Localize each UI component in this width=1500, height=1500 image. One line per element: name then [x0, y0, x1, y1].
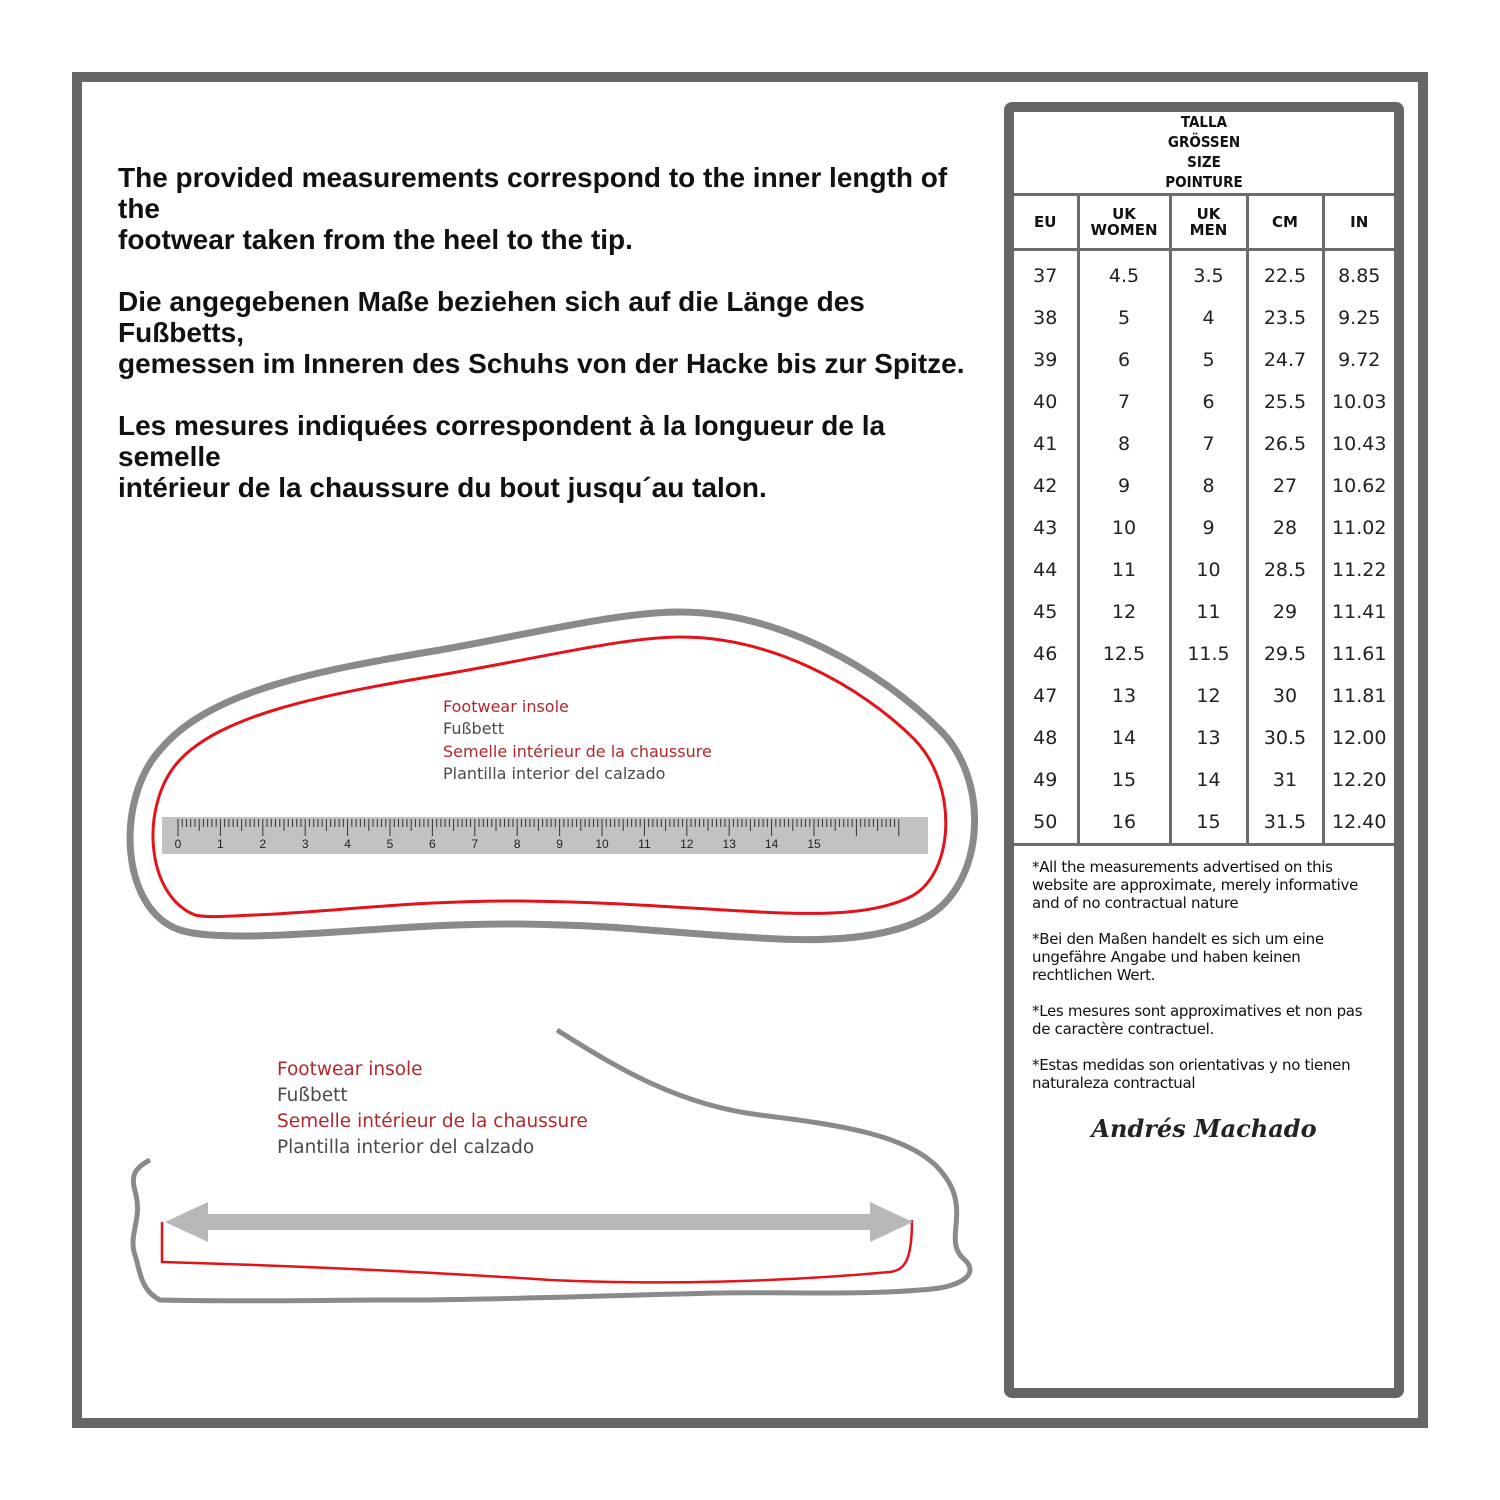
cell-uk-women: 14: [1078, 717, 1170, 759]
cell-eu: 46: [1014, 633, 1078, 675]
cell-in: 12.20: [1332, 769, 1387, 791]
cell-uk-men: 14: [1170, 759, 1247, 801]
ruler-number: 7: [471, 837, 479, 851]
cell-cm: 29.5: [1247, 633, 1323, 675]
cell-in: 10.62: [1332, 475, 1387, 497]
cell-eu: 48: [1014, 717, 1078, 759]
size-chart: [1004, 102, 1404, 1398]
cell-eu: 37: [1014, 250, 1078, 298]
cell-in: 8.85: [1338, 265, 1381, 287]
ruler-number: 3: [301, 837, 309, 851]
ruler-number: 11: [638, 837, 651, 851]
cell-eu: 43: [1014, 507, 1078, 549]
table-row: [1014, 423, 1394, 465]
ruler-number: 6: [429, 837, 436, 851]
ruler-number: 15: [807, 837, 821, 851]
ruler-number: 0: [174, 837, 182, 851]
cell-uk-men: 15: [1170, 801, 1247, 843]
cell-cm: 30.5: [1247, 717, 1323, 759]
heading-talla: TALLA: [1180, 113, 1228, 131]
side-label-de: Fußbett: [277, 1085, 348, 1106]
table-row: [1014, 759, 1394, 801]
cell-uk-women: 7: [1078, 381, 1170, 423]
cell-in: 11.02: [1332, 517, 1387, 539]
cell-in: 12.40: [1332, 811, 1387, 833]
table-row: [1014, 591, 1394, 633]
table-row: [1014, 250, 1394, 298]
table-row: [1014, 339, 1394, 381]
cell-eu: 42: [1014, 465, 1078, 507]
ruler: [162, 817, 928, 854]
cell-uk-men: 8: [1170, 465, 1247, 507]
insole-label-fr: Semelle intérieur de la chaussure: [443, 742, 712, 761]
cell-uk-men: 4: [1170, 297, 1247, 339]
shoe-outline-side: [133, 1030, 970, 1301]
cell-uk-women: 11: [1078, 549, 1170, 591]
cell-in: 9.72: [1338, 349, 1381, 371]
table-row: [1014, 507, 1394, 549]
cell-eu: 49: [1014, 759, 1078, 801]
col-cm: CM: [1247, 196, 1323, 250]
cell-eu: 44: [1014, 549, 1078, 591]
cell-cm: 30: [1247, 675, 1323, 717]
cell-uk-men: 13: [1170, 717, 1247, 759]
cell-uk-men: 11.5: [1170, 633, 1247, 675]
cell-cm: 31.5: [1247, 801, 1323, 843]
ruler-number: 14: [764, 837, 779, 851]
cell-in: 11.22: [1332, 559, 1387, 581]
cell-eu: 38: [1014, 297, 1078, 339]
side-label-en: Footwear insole: [277, 1059, 423, 1080]
heading-size: SIZE: [1187, 153, 1221, 171]
ruler-number: 4: [344, 837, 351, 851]
ruler-number: 9: [556, 837, 563, 851]
cell-eu: 41: [1014, 423, 1078, 465]
insole-label-en: Footwear insole: [443, 697, 569, 716]
table-row: [1014, 465, 1394, 507]
ruler-number: 13: [722, 837, 736, 851]
ruler-number: 2: [259, 837, 267, 851]
table-row: [1014, 675, 1394, 717]
cell-in: 10.43: [1332, 433, 1387, 455]
col-uk-men: UK MEN: [1170, 196, 1247, 250]
side-label-fr: Semelle intérieur de la chaussure: [277, 1111, 588, 1132]
cell-in: 10.03: [1332, 391, 1387, 413]
cell-in: 11.41: [1332, 601, 1387, 623]
cell-eu: 47: [1014, 675, 1078, 717]
cell-uk-men: 10: [1170, 549, 1247, 591]
note-en: *All the measurements advertised on this website are approximate, merely informative and of no contractual nature: [1032, 858, 1358, 912]
ruler-number: 10: [595, 837, 609, 851]
cell-uk-men: 12: [1170, 675, 1247, 717]
ruler-number: 1: [217, 837, 224, 851]
cell-uk-women: 4.5: [1078, 250, 1170, 298]
heading-pointure: POINTURE: [1165, 173, 1243, 191]
cell-uk-women: 12.5: [1078, 633, 1170, 675]
table-row: [1014, 633, 1394, 675]
cell-uk-men: 11: [1170, 591, 1247, 633]
col-uk-women: UK WOMEN: [1078, 196, 1170, 250]
intro-english: The provided measurements correspond to the inner length of the footwear taken from the heel to the tip.: [118, 162, 948, 255]
cell-uk-women: 9: [1078, 465, 1170, 507]
cell-cm: 27: [1247, 465, 1323, 507]
note-de: *Bei den Maßen handelt es sich um eine ungefähre Angabe und haben keinen rechtlichen Wert.: [1032, 930, 1324, 984]
cell-uk-women: 5: [1078, 297, 1170, 339]
table-row: [1014, 549, 1394, 591]
intro-german: Die angegebenen Maße beziehen sich auf die Länge des Fußbetts, gemessen im Inneren des Schuhs von der Hacke bis zur Spitze.: [118, 286, 965, 379]
cell-cm: 23.5: [1247, 297, 1323, 339]
note-es: *Estas medidas son orientativas y no tienen naturaleza contractual: [1032, 1056, 1351, 1092]
size-table-body: [1014, 250, 1394, 844]
cell-uk-women: 8: [1078, 423, 1170, 465]
cell-cm: 26.5: [1247, 423, 1323, 465]
cell-in: 11.61: [1332, 643, 1387, 665]
ruler-number: 12: [680, 837, 694, 851]
cell-cm: 28.5: [1247, 549, 1323, 591]
size-chart-heading: [1014, 112, 1394, 196]
col-in: IN: [1323, 196, 1394, 250]
col-eu: EU: [1014, 196, 1078, 250]
cell-uk-men: 7: [1170, 423, 1247, 465]
cell-eu: 40: [1014, 381, 1078, 423]
cell-cm: 24.7: [1247, 339, 1323, 381]
cell-uk-women: 6: [1078, 339, 1170, 381]
cell-uk-men: 3.5: [1170, 250, 1247, 298]
cell-eu: 45: [1014, 591, 1078, 633]
cell-uk-women: 13: [1078, 675, 1170, 717]
note-fr: *Les mesures sont approximatives et non pas de caractère contractuel.: [1032, 1002, 1363, 1038]
heading-groessen: GRÖSSEN: [1167, 133, 1241, 151]
cell-uk-women: 12: [1078, 591, 1170, 633]
brand-logo: Andrés Machado: [1091, 1114, 1317, 1143]
cell-cm: 28: [1247, 507, 1323, 549]
cell-uk-women: 10: [1078, 507, 1170, 549]
insole-label-es: Plantilla interior del calzado: [443, 764, 666, 783]
intro-french: Les mesures indiquées correspondent à la longueur de la semelle intérieur de la chaussure du bout jusqu´au talon.: [118, 410, 886, 503]
ruler-number: 8: [513, 837, 521, 851]
cell-uk-women: 15: [1078, 759, 1170, 801]
table-row: [1014, 801, 1394, 843]
table-row: [1014, 381, 1394, 423]
cell-cm: 25.5: [1247, 381, 1323, 423]
cell-cm: 31: [1247, 759, 1323, 801]
length-arrow: [165, 1202, 913, 1242]
size-table-header: [1014, 196, 1394, 250]
cell-cm: 22.5: [1247, 250, 1323, 298]
cell-uk-men: 5: [1170, 339, 1247, 381]
size-table: [1014, 196, 1394, 843]
insole-top-view: [100, 590, 1000, 970]
cell-in: 12.00: [1332, 727, 1387, 749]
ruler-number: 5: [386, 837, 394, 851]
intro-text: [118, 162, 988, 534]
cell-uk-men: 6: [1170, 381, 1247, 423]
cell-uk-men: 9: [1170, 507, 1247, 549]
disclaimer-notes: [1014, 846, 1394, 1092]
table-row: [1014, 717, 1394, 759]
table-row: [1014, 297, 1394, 339]
side-label-es: Plantilla interior del calzado: [277, 1137, 535, 1158]
insole-side-view: [100, 1010, 1000, 1320]
cell-eu: 50: [1014, 801, 1078, 843]
cell-uk-women: 16: [1078, 801, 1170, 843]
cell-eu: 39: [1014, 339, 1078, 381]
cell-in: 11.81: [1332, 685, 1387, 707]
insole-label-de: Fußbett: [443, 719, 505, 738]
cell-cm: 29: [1247, 591, 1323, 633]
cell-in: 9.25: [1338, 307, 1381, 329]
